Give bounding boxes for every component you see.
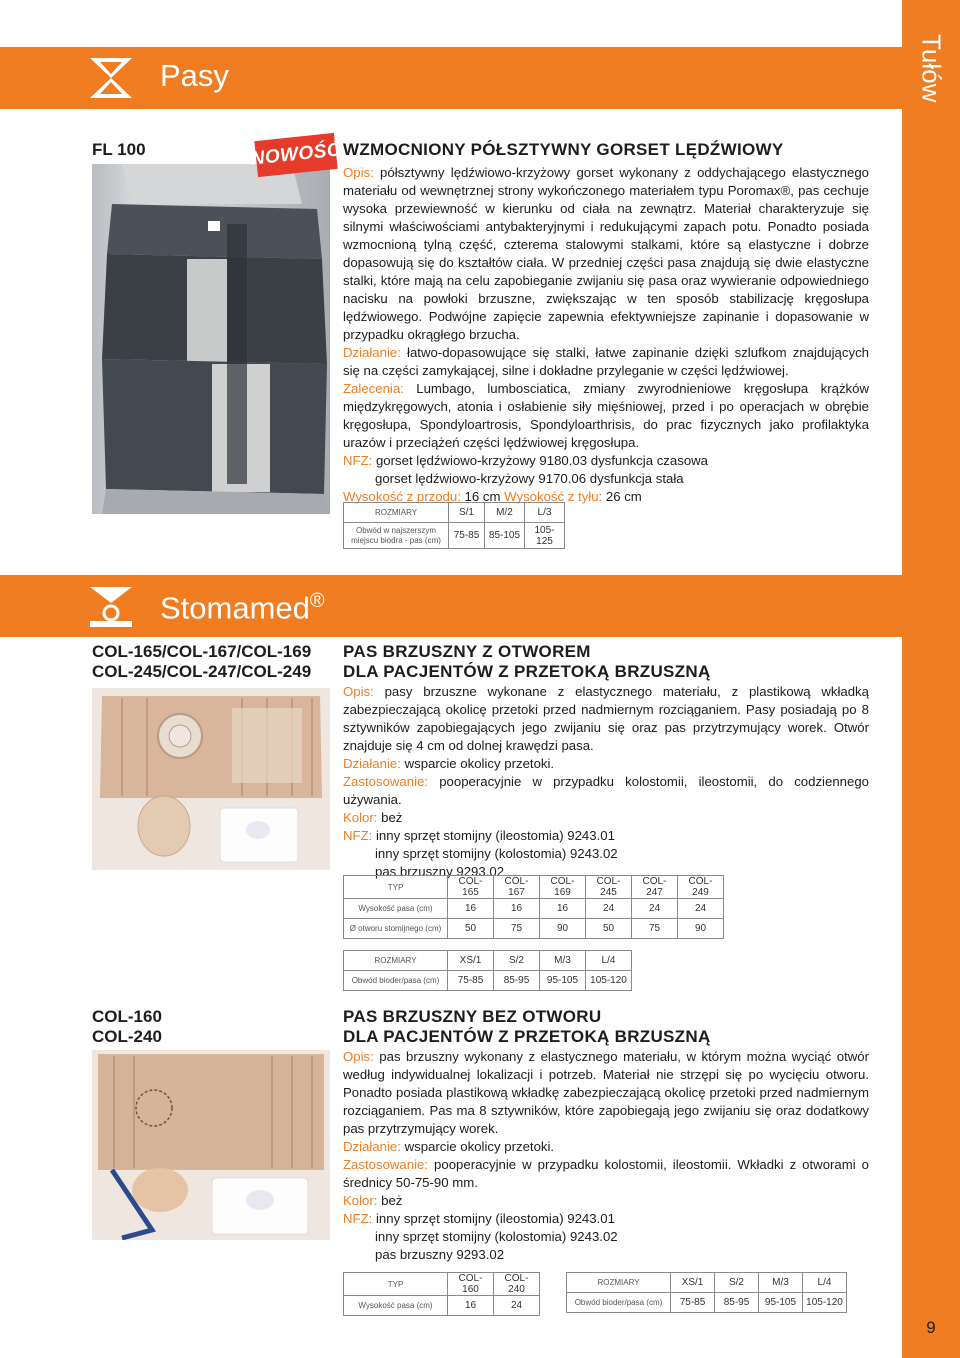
table-cell: COL-169 [540, 876, 586, 899]
table-cell: 16 [448, 899, 494, 919]
table-cell: M/3 [759, 1273, 803, 1293]
table-cell: L/3 [525, 503, 565, 523]
table-cell: 50 [586, 919, 632, 939]
label-nfz: NFZ: [343, 828, 373, 843]
table-cell: M/2 [485, 503, 525, 523]
product-code-col165: COL-165/COL-167/COL-169 [92, 642, 312, 661]
label-dzialanie: Działanie: [343, 345, 401, 360]
table-cell: COL-245 [586, 876, 632, 899]
kolor-text: beż [377, 1193, 403, 1208]
new-badge: NOWOŚĆ [254, 133, 337, 177]
table-cell: 95-105 [759, 1293, 803, 1313]
type-table-col160 [343, 1272, 540, 1316]
size-table-col160 [566, 1272, 847, 1313]
table-cell: XS/1 [671, 1273, 715, 1293]
table-header-wysokosc: Wysokość pasa (cm) [344, 899, 448, 919]
wysokosc-przod: 16 cm [460, 489, 505, 504]
label-nfz: NFZ: [343, 1211, 373, 1226]
table-cell: S/1 [449, 503, 485, 523]
table-cell: COL-240 [494, 1273, 540, 1296]
table-header-rozmiary: ROZMIARY [344, 951, 448, 971]
table-cell: 16 [494, 899, 540, 919]
zastosowanie-text: pooperacyjnie w przypadku kolostomii, ileostomii. Wkładki z otworami o średnicy 50-75-90 mm. [343, 1157, 869, 1190]
product-title-col160-line2: DLA PACJENTÓW Z PRZETOKĄ BRZUSZNĄ [343, 1027, 711, 1046]
product-image-fl100 [92, 164, 330, 514]
product-code-fl100: FL 100 [92, 140, 146, 159]
dzialanie-text: łatwo-dopasowujące się stalki, łatwe zapinanie dzięki szlufkom znajdujących się na części zamykającej, silne i dokładne przyleganie w części lędźwiowej. [343, 345, 869, 378]
nfz-line-1: gorset lędźwiowo-krzyżowy 9180.03 dysfunkcja czasowa [372, 453, 709, 468]
label-opis: Opis: [343, 684, 374, 699]
table-cell: COL-160 [448, 1273, 494, 1296]
nfz-line-1: inny sprzęt stomijny (ileostomia) 9243.01 [372, 828, 615, 843]
table-cell: 85-95 [494, 971, 540, 991]
label-opis: Opis: [343, 165, 374, 180]
product-title-col160-line1: PAS BRZUSZNY BEZ OTWORU [343, 1007, 602, 1026]
band-title-stomamed [160, 590, 325, 626]
table-cell: 75-85 [671, 1293, 715, 1313]
stomamed-logo-icon [88, 585, 134, 629]
table-header-typ: TYP [344, 1273, 448, 1296]
table-header-typ: TYP [344, 876, 448, 899]
table-cell: 24 [678, 899, 724, 919]
product-code-col245: COL-245/COL-247/COL-249 [92, 662, 312, 681]
table-cell: 16 [448, 1296, 494, 1316]
table-cell: M/3 [540, 951, 586, 971]
table-cell: COL-167 [494, 876, 540, 899]
table-cell: 75 [494, 919, 540, 939]
label-dzialanie: Działanie: [343, 1139, 401, 1154]
table-cell: 24 [494, 1296, 540, 1316]
label-opis: Opis: [343, 1049, 374, 1064]
pasy-logo-icon [88, 56, 134, 100]
header-band-stomamed [0, 575, 902, 637]
nfz-line-2: inny sprzęt stomijny (kolostomia) 9243.02 [375, 846, 618, 861]
table-cell: 85-105 [485, 523, 525, 549]
table-cell: COL-165 [448, 876, 494, 899]
label-zastosowanie: Zastosowanie: [343, 774, 429, 789]
nfz-line-3: pas brzuszny 9293.02 [375, 864, 505, 879]
product-desc-fl100 [343, 164, 869, 506]
wysokosc-tyl: 26 cm [602, 489, 642, 504]
product-title-col165-line2: DLA PACJENTÓW Z PRZETOKĄ BRZUSZNĄ [343, 662, 711, 681]
nfz-line-1: inny sprzęt stomijny (ileostomia) 9243.01 [372, 1211, 615, 1226]
table-cell: 105-120 [803, 1293, 847, 1313]
kolor-text: beż [377, 810, 403, 825]
table-cell: 105-125 [525, 523, 565, 549]
table-header-obwod: Obwód w najszerszym miejscu biodra - pas (cm) [344, 523, 449, 549]
table-cell: 50 [448, 919, 494, 939]
opis-text: półsztywny lędźwiowo-krzyżowy gorset wykonany z oddychającego elastycznego materiału od wewnętrznej strony wykończonego materiałem typu Poromax®, pas cechuje wysoka przewiewność w kierunku od ciała na zewnątrz. Materiał charakteryzuje się silnymi właściwościami antybakteryjnymi i redukującymi zapach potu. Ponadto posiada wzmocnioną tylną część, czterema stalowymi stalkami, które są elastyczne i dobrze dopasowują się do kształtów ciała. W przedniej części pasa znajdują się dwie elastyczne stalki, które mają na celu zapobieganie zwijaniu się pasa oraz wywieranie odpowiedniego nacisku na powłoki brzuszne, zwiększając w ten sposób stabilizację kręgosłupa lędźwiowego. Podwójne zapięcie zapewnia efektywniejsze zapinanie i dopasowanie w przypadku okrągłego brzucha. [343, 165, 869, 342]
label-kolor: Kolor: [343, 1193, 378, 1208]
table-cell: 95-105 [540, 971, 586, 991]
label-kolor: Kolor: [343, 810, 378, 825]
table-cell: COL-247 [632, 876, 678, 899]
nfz-line-2: gorset lędźwiowo-krzyżowy 9170.06 dysfunkcja stała [375, 471, 684, 486]
size-table-fl100 [343, 502, 565, 549]
table-header-rozmiary: ROZMIARY [344, 503, 449, 523]
table-cell: S/2 [494, 951, 540, 971]
table-cell: L/4 [803, 1273, 847, 1293]
nfz-line-2: inny sprzęt stomijny (kolostomia) 9243.02 [375, 1229, 618, 1244]
band-title-pasy: Pasy [160, 58, 229, 93]
product-code-col240: COL-240 [92, 1027, 162, 1046]
product-image-col160 [92, 1050, 330, 1240]
table-cell: 90 [540, 919, 586, 939]
size-table-col165 [343, 950, 632, 991]
section-title-vertical: Tułów [916, 33, 947, 103]
product-title-fl100: WZMOCNIONY PÓŁSZTYWNY GORSET LĘDŹWIOWY [343, 140, 784, 159]
table-header-rozmiary: ROZMIARY [567, 1273, 671, 1293]
label-zalecenia: Zalecenia: [343, 381, 404, 396]
product-desc-col160 [343, 1048, 869, 1264]
table-cell: 24 [632, 899, 678, 919]
table-header-wysokosc: Wysokość pasa (cm) [344, 1296, 448, 1316]
type-table-col165 [343, 875, 724, 939]
label-wysokosc-tyl: Wysokość z tyłu: [504, 489, 603, 504]
table-header-obwod: Obwód bioder/pasa (cm) [567, 1293, 671, 1313]
opis-text: pasy brzuszne wykonane z elastycznego materiału, z plastikową wkładką zabezpieczającą okolicę przetoki przed nadmiernym rozciąganiem. Pasy posiadają po 8 sztywników zapobiegających jego zwijaniu się oraz pas przytrzymujący worek. Otwór znajduje się 4 cm od dolnej krawędzi pasa. [343, 684, 869, 753]
table-cell: 75-85 [448, 971, 494, 991]
table-cell: 90 [678, 919, 724, 939]
opis-text: pas brzuszny wykonany z elastycznego materiału, w którym można wyciąć otwór według indywidualnej lokalizacji i potrzeb. Materiał nie strzępi się po wycięciu otworu. Ponadto posiada plastikową wkładkę zabezpieczającą okolicę przetoki przed nadmiernym rozciąganiem. Pas ma 8 sztywników, które zapobiegają jego zwijaniu się oraz dodatkowy pas przytrzymujący worek. [343, 1049, 869, 1136]
page-number: 9 [926, 1318, 936, 1337]
table-cell: 16 [540, 899, 586, 919]
product-title-col165-line1: PAS BRZUSZNY Z OTWOREM [343, 642, 591, 661]
table-cell: 75 [632, 919, 678, 939]
table-cell: COL-249 [678, 876, 724, 899]
table-cell: 24 [586, 899, 632, 919]
table-cell: 85-95 [715, 1293, 759, 1313]
nfz-line-3: pas brzuszny 9293.02 [375, 1247, 505, 1262]
product-code-col160: COL-160 [92, 1007, 162, 1026]
table-cell: L/4 [586, 951, 632, 971]
dzialanie-text: wsparcie okolicy przetoki. [400, 1139, 555, 1154]
label-wysokosc-przod: Wysokość z przodu: [343, 489, 461, 504]
table-cell: XS/1 [448, 951, 494, 971]
registered-mark: ® [309, 590, 325, 612]
table-header-otwor: Ø otworu stomijnego (cm) [344, 919, 448, 939]
product-desc-col165 [343, 683, 869, 881]
dzialanie-text: wsparcie okolicy przetoki. [400, 756, 555, 771]
header-band-pasy [0, 47, 902, 109]
product-image-col165 [92, 688, 330, 870]
stomamed-text: Stomamed [160, 590, 310, 626]
zalecenia-text: Lumbago, lumbosciatica, zmiany zwyrodnieniowe kręgosłupa krążków międzykręgowych, atonia i osłabienie siły mięśniowej, przed i po operacjach w obrębie kręgosłupa, Spondyloartrosis, Spondyloarthrisis, do prac fizycznych jako profilaktyka urazów i przeciążeń części lędźwiowej kręgosłupa. [343, 381, 869, 450]
table-cell: 75-85 [449, 523, 485, 549]
table-header-obwod: Obwód bioder/pasa (cm) [344, 971, 448, 991]
table-cell: S/2 [715, 1273, 759, 1293]
table-cell: 105-120 [586, 971, 632, 991]
label-zastosowanie: Zastosowanie: [343, 1157, 429, 1172]
zastosowanie-text: pooperacyjnie w przypadku kolostomii, ileostomii, do codziennego używania. [343, 774, 869, 807]
label-dzialanie: Działanie: [343, 756, 401, 771]
side-band [902, 0, 960, 1358]
label-nfz: NFZ: [343, 453, 373, 468]
